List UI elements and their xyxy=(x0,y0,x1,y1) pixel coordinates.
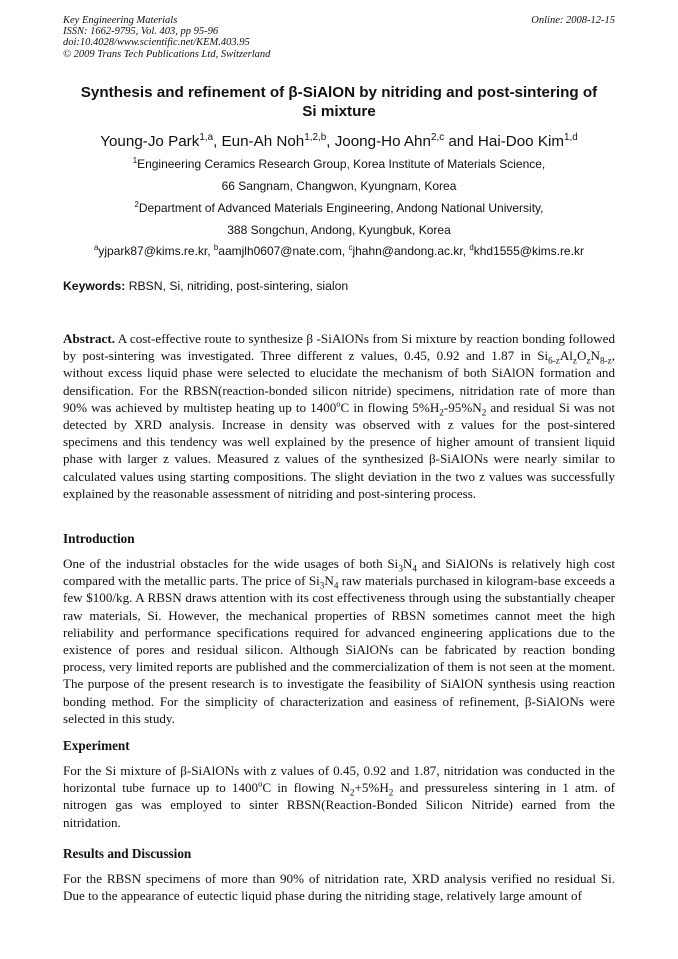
email-mark: d xyxy=(469,243,474,252)
affil-text: Department of Advanced Materials Engineering, Andong National University, xyxy=(138,201,544,215)
superscript: o xyxy=(258,778,263,789)
text-run: One of the industrial obstacles for the wide usages of both Si xyxy=(63,556,399,571)
affiliation-2-line-2: 388 Songchun, Andong, Kyungbuk, Korea xyxy=(227,223,451,237)
email-mark: c xyxy=(348,243,353,252)
affil-mark: 1 xyxy=(132,156,138,165)
author-separator: , xyxy=(326,133,335,150)
email-address: khd1555@kims.re.kr xyxy=(473,244,584,258)
results-paragraph: For the RBSN specimens of more than 90% of nitridation rate, XRD analysis verified no residual Si. Due to the appearance of eutectic liquid phase during the nitriding stage, relatively large amount of xyxy=(63,871,615,904)
superscript: o xyxy=(336,398,341,409)
text-run: raw materials purchased in kilogram-base exceeds a few $100/kg. A RBSN draws attention with its cost effectiveness through using the substantially cheaper raw materials, Si. However, the mechanical properties of RBSN sometimes cannot meet the high reliability and performance specifications required for advanced engineering applications due to the existence of pores and residual silicon. Although SiAlONs can be fabricated by reaction bonding process, very limited reports are published and the commercialization of them is not seen at the moment. The purpose of the present research is to investigate the feasibility of SiAlON synthesis using reaction bonding method. For the simplicity of characterization and easiness of refinement, β-SiAlONs were selected in this study. xyxy=(63,573,615,726)
journal-name: Key Engineering Materials xyxy=(63,15,178,26)
text-run: A cost-effective route to synthesize β -SiAlONs from Si mixture by reaction bonding followed by post-sintering was investigated. Three different z values, 0.45, 0.92 and 1.87 in Si xyxy=(63,331,615,364)
email-line: $^a$yjpark87@kims.re.kr, $^b$aamjlh0607@nate.com, $^c$jhahn@andong.ac.kr, $^d$khd1555@kims.re.kr xyxy=(94,243,584,258)
author-separator: , xyxy=(213,133,222,150)
subscript: 4 xyxy=(333,580,339,591)
abstract-label: Abstract. xyxy=(63,331,115,346)
text-run: +5%H xyxy=(354,780,389,796)
author-and: and xyxy=(444,133,478,150)
author-affil-mark: 1,2,b xyxy=(304,131,327,143)
subscript: 3 xyxy=(319,580,325,591)
email-mark: b xyxy=(213,243,219,252)
title-line-2: Si mixture xyxy=(302,103,376,120)
affiliation-1-line-1 xyxy=(40,157,638,171)
email-address: jhahn@andong.ac.kr xyxy=(352,244,463,258)
text-run: and SiAlONs is relatively high cost compared with the metallic parts. The price of Si xyxy=(63,556,615,589)
text-run: O xyxy=(577,348,587,364)
text-run: -95%N xyxy=(443,399,482,415)
keywords-text: RBSN, Si, nitriding, post-sintering, sialon xyxy=(125,279,349,293)
copyright-line: © 2009 Trans Tech Publications Ltd, Switzerland xyxy=(63,48,271,60)
affiliation-1-line-2: 66 Sangnam, Changwon, Kyungnam, Korea xyxy=(221,179,457,193)
subscript: 2 xyxy=(349,787,355,798)
introduction-heading: Introduction xyxy=(63,531,135,546)
subscript: 3 xyxy=(398,563,403,574)
subscript: z xyxy=(586,355,591,366)
email-address: yjpark87@kims.re.kr xyxy=(98,244,208,258)
issn-line: ISSN: 1662-9795, Vol. 403, pp 95-96 xyxy=(63,26,219,38)
doi-line: doi:10.4028/www.scientific.net/KEM.403.95 xyxy=(63,37,250,49)
paper-title xyxy=(63,83,615,121)
author-list xyxy=(40,132,638,152)
text-run: C in flowing 5%H xyxy=(340,399,440,415)
text-run: N xyxy=(324,573,334,589)
text-run: and residual Si was not detected by XRD analysis. Increase in density was observed with z values for the post-sintered specimens and this tendency was well explained by the presence of higher amount of transient liquid phase with larger z values. Measured z values of the synthesized β-SiAlONs were nearly similar to calculated values using starting compositions. The slight deviation in the two z values was successfully explained by the reasonable assessment of nitriding and post-sintering process. xyxy=(63,399,615,501)
email-mark: a xyxy=(94,243,99,252)
subscript: 4 xyxy=(412,563,417,574)
text-run: , without excess liquid phase were selected to elucidate the mechanism of both SiAlON formation and densification. For the RBSN(reaction-bonded silicon nitride) specimens, nitridation rate of more than 90% was achieved by multistep heating up to 1400 xyxy=(63,348,615,415)
text-run: Al xyxy=(559,348,573,364)
text-run: N xyxy=(402,556,413,571)
keywords xyxy=(63,279,348,293)
text-run: For the Si mixture of β-SiAlONs with z values of 0.45, 0.92 and 1.87, nitridation was conducted in the horizontal tube furnace up to 1400 xyxy=(63,763,615,796)
email-address: aamjlh0607@nate.com xyxy=(218,244,342,258)
subscript: z xyxy=(572,355,577,366)
text-run: C in flowing N xyxy=(262,780,350,796)
affil-mark: 2 xyxy=(134,200,139,209)
journal-header xyxy=(63,15,270,60)
keywords-label: Keywords: xyxy=(63,279,126,293)
subscript: 2 xyxy=(388,787,394,798)
author-name: Joong-Ho Ahn xyxy=(334,133,431,150)
affiliation-2-line-1 xyxy=(40,201,638,215)
author-affil-mark: 2,c xyxy=(430,131,445,143)
author-affil-mark: 1,d xyxy=(564,131,578,143)
subscript: 2 xyxy=(439,407,444,418)
text-run: and pressureless sintering in 1 atm. of nitrogen gas was employed to sinter RBSN(Reaction-Bonded Silicon Nitride) earned from the nitridation. xyxy=(63,780,615,830)
online-date: Online: 2008-12-15 xyxy=(531,15,615,26)
results-heading: Results and Discussion xyxy=(63,846,192,861)
affil-text: Engineering Ceramics Research Group, Korea Institute of Materials Science, xyxy=(137,157,546,171)
text-run: N xyxy=(590,348,601,364)
title-line-1: Synthesis and refinement of β-SiAlON by nitriding and post-sintering of xyxy=(80,84,598,101)
subscript: 8-z xyxy=(600,355,612,366)
author-name: Eun-Ah Noh xyxy=(221,133,305,150)
introduction-paragraph xyxy=(63,555,615,727)
experiment-paragraph xyxy=(63,762,615,831)
subscript: 2 xyxy=(481,407,487,418)
author-name: Hai-Doo Kim xyxy=(477,133,565,150)
subscript: 6-z xyxy=(548,355,560,366)
author-affil-mark: 1,a xyxy=(199,131,214,143)
experiment-heading: Experiment xyxy=(63,738,130,753)
author-name: Young-Jo Park xyxy=(100,133,200,150)
abstract-paragraph xyxy=(63,330,615,502)
